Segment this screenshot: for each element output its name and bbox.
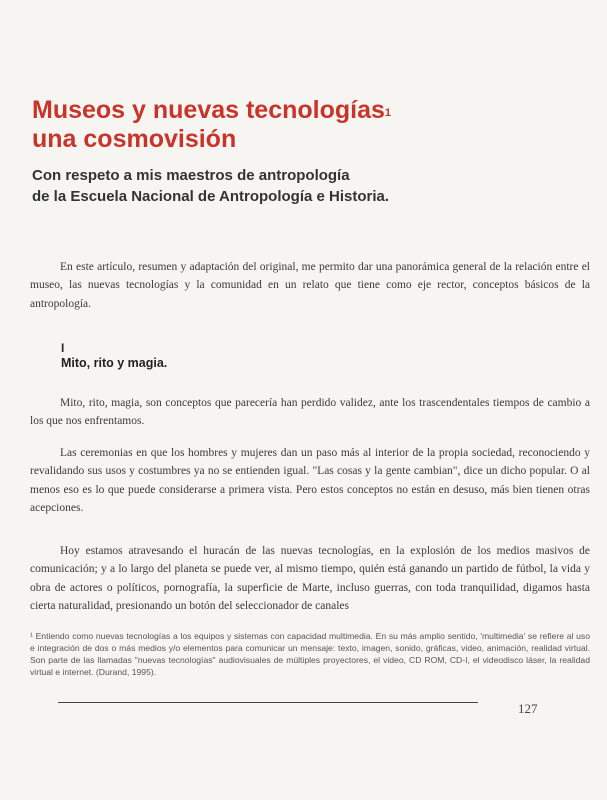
intro-paragraph: En este artículo, resumen y adaptación del original, me permito dar una panorámica general de la relación entre el museo, las nuevas tecnologías y la comunidad en un relato que tiene como eje rector, conceptos básicos de la antropología. — [30, 261, 590, 310]
title-text-line2: una cosmovisión — [32, 125, 237, 153]
footnote: ¹ Entiendo como nuevas tecnologías a los equipos y sistemas con capacidad multimedia. En su más amplio sentido, 'multimedia' se refiere al uso e integración de dos o más medios y/o elementos para comunicar un mensaje: texto, imagen, sonido, gráficas, video, animación, realidad virtual. Son parte de las llamadas "nuevas tecnologías" audiovisuales de múltiples proyectores, el video, CD ROM, CD-I, el videodisco láser, la realidad virtual e internet. (Durand, 1995). — [30, 631, 590, 677]
section-number: I — [61, 341, 65, 355]
page-number: 127 — [518, 701, 538, 716]
article-title — [32, 96, 572, 154]
body-paragraph-3: Hoy estamos atravesando el huracán de las nuevas tecnologías, en la explosión de los medios masivos de comunicación; y a lo largo del planeta se puede ver, al mismo tiempo, quién está ganando un partido de fútbol, la vida y obra de actores o políticos, pornografía, la superficie de Marte, incluso guerras, con toda tranquilidad, digamos hasta cierta naturalidad, presionando un botón del seleccionador de canales — [30, 545, 590, 613]
body-paragraph-2: Las ceremonias en que los hombres y mujeres dan un paso más al interior de la propia sociedad, reconociendo y revalidando sus usos y costumbres ya no se entienden igual. "Las cosas y la gente cambian", dice un dicho popular. O al menos eso es lo que puede considerarse a primera vista. Pero estos conceptos no están en desuso, más bien tienen otras acepciones. — [30, 447, 590, 515]
title-text: Museos y nuevas tecnologías — [32, 96, 385, 124]
section-title: Mito, rito y magia. — [61, 356, 168, 370]
footer-rule — [58, 702, 478, 703]
dedication-subtitle — [32, 165, 592, 207]
subtitle-line-2: de la Escuela Nacional de Antropología e Historia. — [32, 188, 390, 205]
body-paragraph-1: Mito, rito, magia, son conceptos que parecería han perdido validez, ante los trascendentales tiempos de cambio a los que nos enfrentamos. — [30, 397, 590, 428]
subtitle-line-1: Con respeto a mis maestros de antropología — [32, 167, 350, 184]
title-footnote-marker: 1 — [384, 107, 392, 119]
